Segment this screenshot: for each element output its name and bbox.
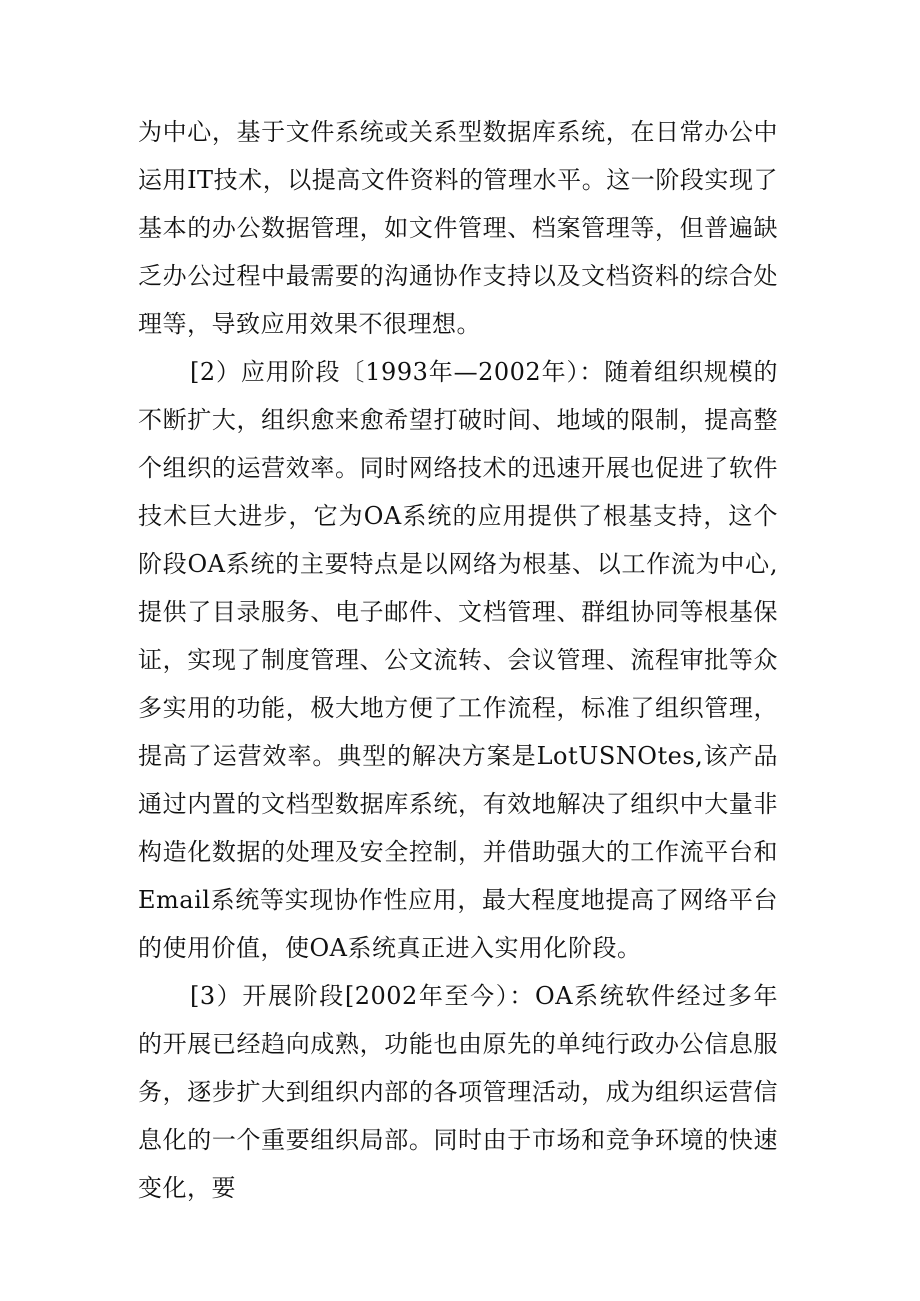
paragraph-development-stage: [3）开展阶段[2002年至今）：OA系统软件经过多年的开展已经趋向成熟，功能也由原先的单纯行政办公信息服务，逐步扩大到组织内部的各项管理活动，成为组织运营信息化的一个重要组织局部。同时由于市场和竞争环境的快速变化，要 xyxy=(138,982,778,1202)
paragraph-application-stage: [2）应用阶段〔1993年—2002年）：随着组织规模的不断扩大，组织愈来愈希望打破时间、地域的限制，提高整个组织的运营效率。同时网络技术的迅速开展也促进了软件技术巨大进步，它为OA系统的应用提供了根基支持，这个阶段OA系统的主要特点是以网络为根基、以工作流为中心,提供了目录服务、电子邮件、文档管理、群组协同等根基保证，实现了制度管理、公文流转、会议管理、流程审批等众多实用的功能，极大地方便了工作流程，标准了组织管理，提高了运营效率。典型的解决方案是LotUSNOtes,该产品通过内置的文档型数据库系统，有效地解决了组织中大量非构造化数据的处理及安全控制，并借助强大的工作流平台和Email系统等实现协作性应用，最大程度地提高了网络平台的使用价值，使OA系统真正进入实用化阶段。 xyxy=(138,358,778,962)
paragraph-1-continuation: 为中心，基于文件系统或关系型数据库系统，在日常办公中运用IT技术，以提高文件资料的管理水平。这一阶段实现了基本的办公数据管理，如文件管理、档案管理等，但普遍缺乏办公过程中最需要的沟通协作支持以及文档资料的综合处理等，导致应用效果不很理想。 xyxy=(138,118,778,338)
document-body xyxy=(138,108,778,1212)
